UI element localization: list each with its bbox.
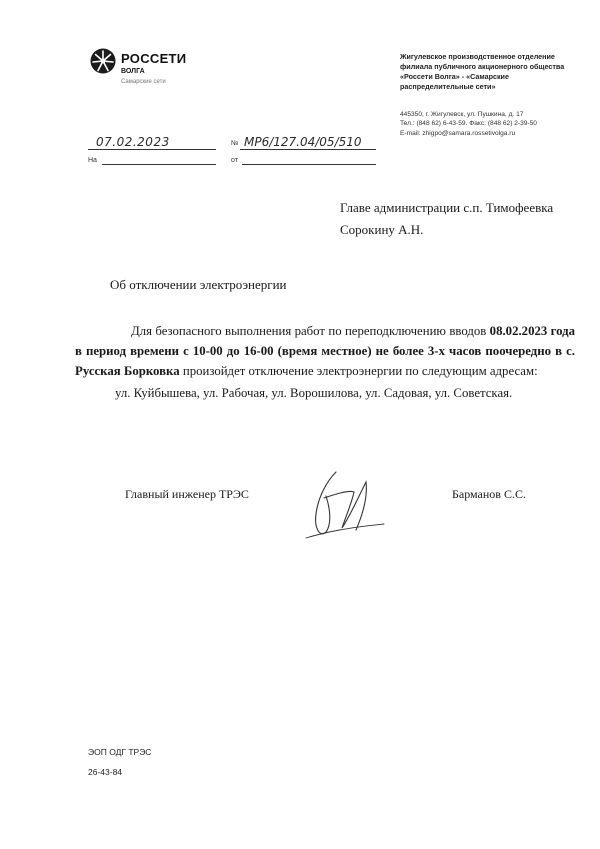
organization-address: 445350, г. Жигулевск, ул. Пушкина, д. 17 — [400, 111, 524, 118]
organization-contacts — [400, 110, 570, 138]
logo-sub-text: ВОЛГА — [121, 68, 145, 75]
executor-footer — [88, 742, 151, 782]
on-underline — [102, 164, 216, 165]
logo-region-text: Самарские сети — [121, 79, 166, 85]
address-list: ул. Куйбышева, ул. Рабочая, ул. Ворошилова, ул. Садовая, ул. Советская. — [115, 386, 513, 400]
body-paragraph — [75, 321, 575, 381]
addressee-line-2: Сорокину А.Н. — [340, 222, 424, 237]
letter-body — [75, 321, 575, 403]
addressee-block — [340, 197, 553, 241]
signer-role: Главный инженер ТРЭС — [125, 487, 249, 501]
body-text-end: произойдет отключение электроэнергии по следующим адресам: — [179, 364, 538, 378]
rosseti-logo-icon — [90, 48, 116, 74]
organization-header — [400, 52, 570, 138]
logo-brand-text: РОССЕТИ — [121, 51, 187, 66]
registration-number: МР6/127.04/05/510 — [244, 135, 362, 149]
on-label: На — [88, 157, 97, 164]
from-label: от — [231, 157, 238, 164]
number-underline — [240, 149, 376, 150]
letter-subject: Об отключении электроэнергии — [110, 277, 287, 292]
company-logo — [90, 48, 210, 94]
handwritten-signature — [296, 468, 388, 544]
organization-phone: Тел.: (848 62) 6-43-59. Факс: (848 62) 2-39-50 — [400, 120, 537, 128]
date-underline — [88, 149, 216, 150]
body-text-bold: 08.02.2023 года в период времени с 10-00 до 16-00 (время местное) не более 3-х часов поочередно в с. Русская Борковка — [75, 324, 575, 378]
number-label: № — [231, 140, 239, 147]
addressee-line-1: Главе администрации с.п. Тимофеевка — [340, 200, 554, 215]
executor-department: ЭОП ОДГ ТРЭС — [88, 747, 152, 757]
organization-email: E-mail: zhigpo@samara.rossetivolga.ru — [400, 129, 516, 137]
registration-date: 07.02.2023 — [96, 135, 170, 149]
executor-phone: 26-43-84 — [88, 767, 123, 777]
from-underline — [242, 164, 376, 165]
body-text-start: Для безопасного выполнения работ по переподключению вводов — [131, 324, 490, 338]
signer-name: Барманов С.С. — [452, 487, 526, 501]
organization-name: Жигулевское производственное отделение филиала публичного акционерного общества «Россети Волга» - «Самарские распределительные сети» — [400, 52, 565, 91]
